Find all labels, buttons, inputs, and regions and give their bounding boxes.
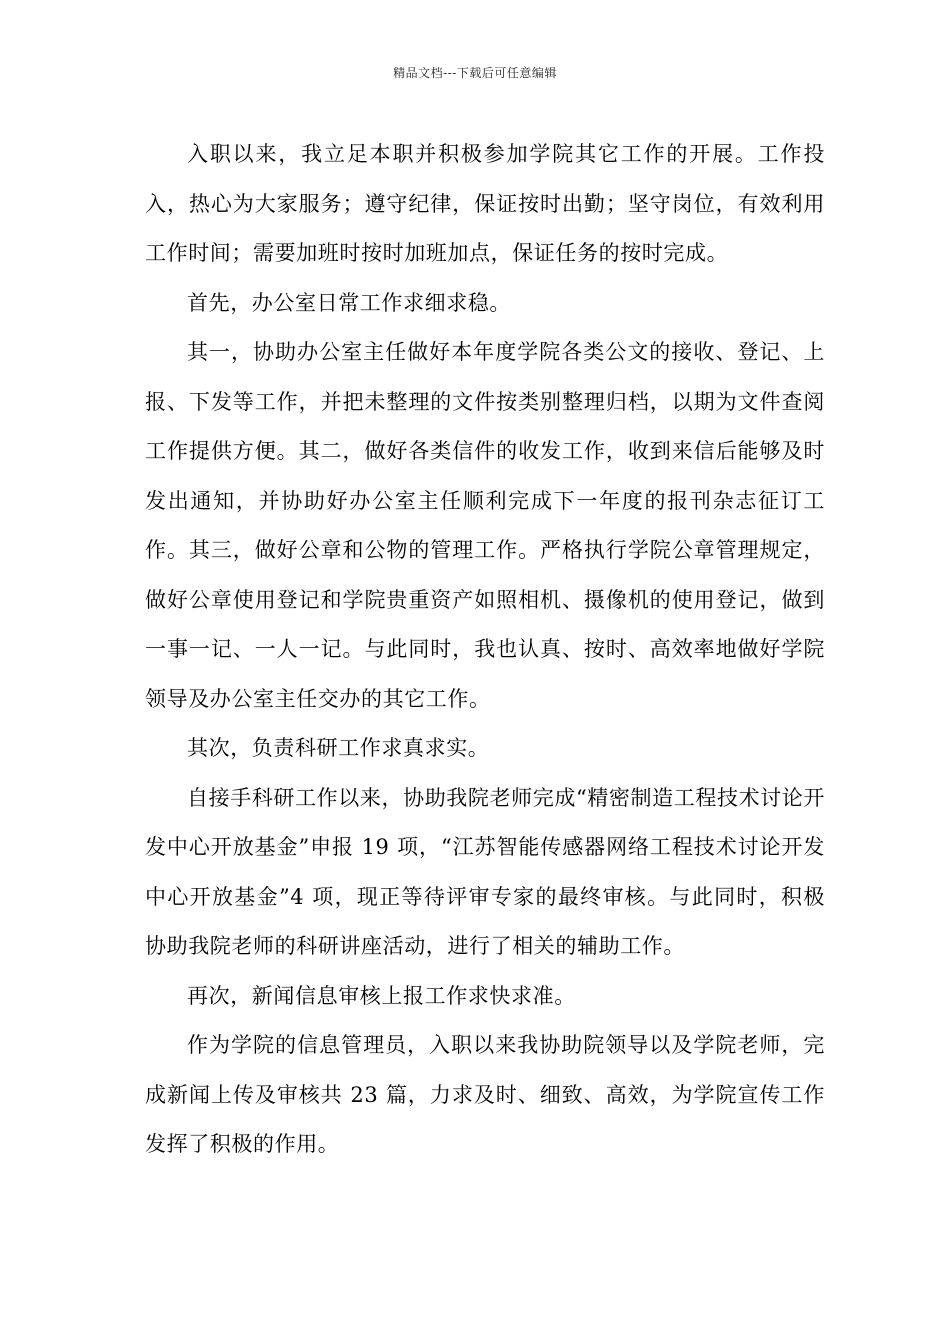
section-heading-office: 首先，办公室日常工作求细求稳。 (187, 290, 511, 315)
section-heading-research: 其次，负责科研工作求真求实。 (187, 736, 490, 760)
paragraph-news-work: 作为学院的信息管理员，入职以来我协助院领导以及学院老师，完成新闻上传及审核共 23 篇，力求及时、细致、高效，为学院宣传工作发挥了积极的作用。 (145, 1033, 825, 1156)
document-body (145, 130, 825, 1170)
page-header: 精品文档---下载后可任意编辑 (393, 66, 557, 80)
paragraph-research-work: 自接手科研工作以来，协助我院老师完成“精密制造工程技术讨论开发中心开放基金”申报 19 项，“江苏智能传感器网络工程技术讨论开发中心开放基金”4 项，现正等待评审专家的最终审核。与此同时，积极协助我院老师的科研讲座活动，进行了相关的辅助工作。 (145, 785, 825, 958)
paragraph-intro: 入职以来，我立足本职并积极参加学院其它工作的开展。工作投入，热心为大家服务；遵守纪律，保证按时出勤；坚守岗位，有效利用工作时间；需要加班时按时加班加点，保证任务的按时完成。 (145, 142, 825, 265)
paragraph-office-work: 其一，协助办公室主任做好本年度学院各类公文的接收、登记、上报、下发等工作，并把未整理的文件按类别整理归档，以期为文件查阅工作提供方便。其二，做好各类信件的收发工作，收到来信后能够及时发出通知，并协助好办公室主任顺利完成下一年度的报刊杂志征订工作。其三，做好公章和公物的管理工作。严格执行学院公章管理规定，做好公章使用登记和学院贵重资产如照相机、摄像机的使用登记，做到一事一记、一人一记。与此同时，我也认真、按时、高效率地做好学院领导及办公室主任交办的其它工作。 (145, 340, 825, 711)
section-heading-news: 再次，新闻信息审核上报工作求快求准。 (187, 983, 576, 1008)
